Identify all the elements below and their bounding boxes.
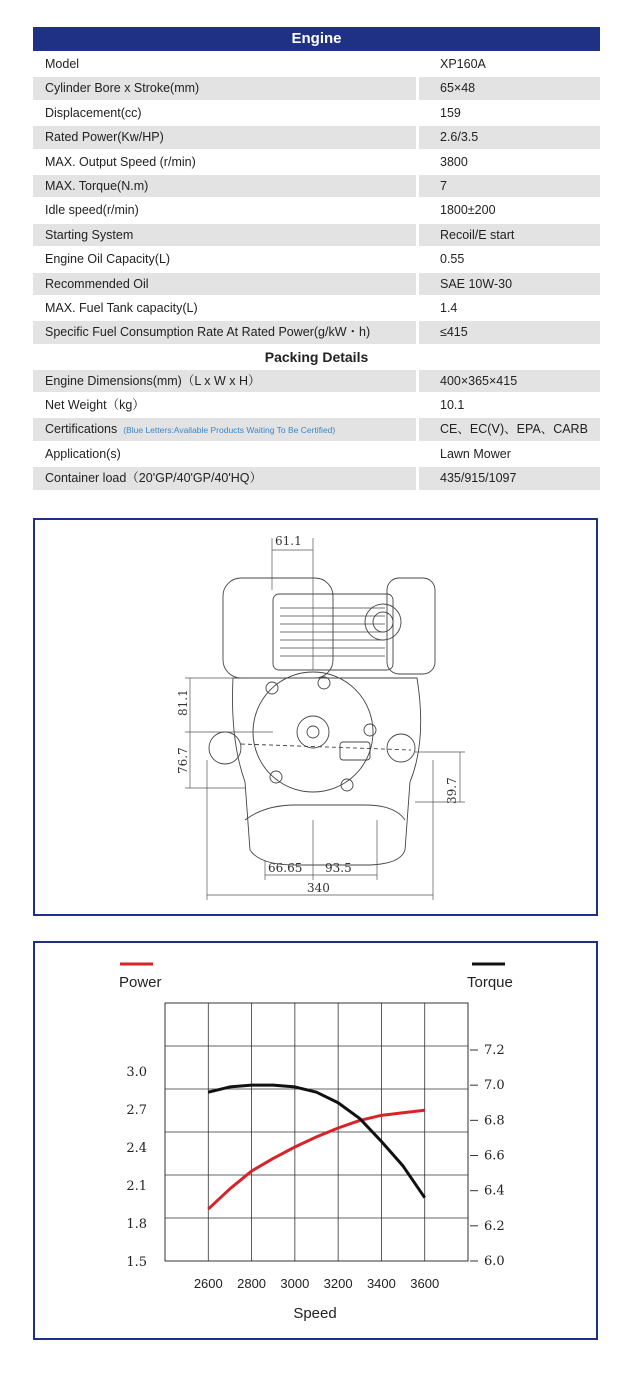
cooling-fins bbox=[280, 608, 385, 656]
performance-chart bbox=[35, 943, 595, 1337]
row-label: MAX. Torque(N.m) bbox=[33, 175, 416, 197]
row-label: Container load（20'GP/40'GP/40'HQ） bbox=[33, 467, 416, 489]
power-tick-label: 1.5 bbox=[126, 1255, 147, 1270]
power-tick-label: 3.0 bbox=[126, 1065, 147, 1080]
x-tick-label: 3200 bbox=[323, 1276, 353, 1291]
engine-shroud-left bbox=[223, 578, 333, 678]
row-value: 2.6/3.5 bbox=[419, 126, 600, 148]
power-curve bbox=[208, 1110, 424, 1209]
row-label: MAX. Fuel Tank capacity(L) bbox=[33, 297, 416, 319]
power-tick-label: 1.8 bbox=[126, 1217, 147, 1232]
table-row bbox=[33, 443, 600, 465]
chart-series bbox=[208, 1085, 424, 1209]
row-label: Net Weight（kg） bbox=[33, 394, 416, 416]
torque-tick-label: 6.2 bbox=[484, 1218, 505, 1234]
power-tick-label: 2.7 bbox=[126, 1103, 147, 1118]
row-label: Application(s) bbox=[33, 443, 416, 465]
air-filter bbox=[365, 604, 401, 640]
dimension-lines bbox=[185, 538, 465, 900]
engine-header: Engine bbox=[33, 27, 600, 51]
row-value: 10.1 bbox=[419, 394, 600, 416]
row-value: 435/915/1097 bbox=[419, 467, 600, 489]
power-tick-label: 2.1 bbox=[126, 1179, 147, 1194]
torque-axis-label: Torque bbox=[467, 974, 513, 991]
row-label: Cylinder Bore x Stroke(mm) bbox=[33, 77, 416, 99]
table-row bbox=[33, 394, 600, 416]
dim-bottom-a: 66.65 bbox=[268, 861, 303, 875]
row-label: Model bbox=[33, 53, 416, 75]
table-row bbox=[33, 370, 600, 392]
crankshaft bbox=[297, 716, 329, 748]
table-row bbox=[33, 175, 600, 197]
power-tick-label: 2.4 bbox=[126, 1141, 147, 1156]
x-tick-label: 3600 bbox=[410, 1276, 440, 1291]
table-row bbox=[33, 224, 600, 246]
row-label: Engine Oil Capacity(L) bbox=[33, 248, 416, 270]
row-value: CE、EC(Ⅴ)、EPA、CARB bbox=[419, 418, 600, 440]
row-value: 3800 bbox=[419, 151, 600, 173]
row-value: SAE 10W-30 bbox=[419, 273, 600, 295]
row-value: 0.55 bbox=[419, 248, 600, 270]
table-row bbox=[33, 297, 600, 319]
row-value: 1.4 bbox=[419, 297, 600, 319]
row-value: 65×48 bbox=[419, 77, 600, 99]
spec-table bbox=[33, 27, 600, 490]
row-label: MAX. Output Speed (r/min) bbox=[33, 151, 416, 173]
row-value: 159 bbox=[419, 102, 600, 124]
torque-tick-label: 6.6 bbox=[484, 1148, 505, 1164]
mount-boss-right bbox=[387, 734, 415, 762]
row-label bbox=[33, 418, 416, 440]
dim-bottom-b: 93.5 bbox=[325, 861, 352, 875]
dim-right: 39.7 bbox=[445, 777, 459, 804]
table-row bbox=[33, 418, 600, 440]
table-row bbox=[33, 151, 600, 173]
row-label: Idle speed(r/min) bbox=[33, 199, 416, 221]
row-value: Recoil/E start bbox=[419, 224, 600, 246]
row-label: Displacement(cc) bbox=[33, 102, 416, 124]
row-value: 1800±200 bbox=[419, 199, 600, 221]
engine-shroud-right bbox=[387, 578, 435, 674]
table-row bbox=[33, 467, 600, 489]
row-value: 400×365×415 bbox=[419, 370, 600, 392]
dim-left-upper: 81.1 bbox=[176, 689, 190, 716]
chart-ticks bbox=[126, 1043, 504, 1291]
table-row bbox=[33, 102, 600, 124]
torque-tick-label: 7.0 bbox=[484, 1078, 505, 1094]
engine-drawing-panel bbox=[33, 518, 598, 916]
certifications-note: (Blue Letters:Available Products Waiting To Be Certified) bbox=[123, 425, 336, 436]
table-row bbox=[33, 248, 600, 270]
power-axis-label: Power bbox=[119, 974, 162, 991]
row-value: ≤415 bbox=[419, 321, 600, 343]
row-label: Rated Power(Kw/HP) bbox=[33, 126, 416, 148]
row-value: XP160A bbox=[419, 53, 600, 75]
x-axis-label: Speed bbox=[293, 1305, 337, 1322]
dim-left-lower: 76.7 bbox=[176, 747, 190, 774]
torque-tick-label: 6.0 bbox=[484, 1254, 505, 1269]
table-row bbox=[33, 273, 600, 295]
oil-fill-cap bbox=[340, 742, 370, 760]
row-label: Specific Fuel Consumption Rate At Rated Power(g/kW・h) bbox=[33, 321, 416, 343]
x-tick-label: 3400 bbox=[366, 1276, 396, 1291]
table-row bbox=[33, 77, 600, 99]
x-tick-label: 2600 bbox=[193, 1276, 223, 1291]
chart-grid bbox=[165, 1003, 468, 1261]
packing-header: Packing Details bbox=[264, 348, 369, 365]
table-row bbox=[33, 321, 600, 343]
row-value: 7 bbox=[419, 175, 600, 197]
torque-tick-label: 6.8 bbox=[484, 1113, 505, 1129]
dim-bottom-total: 340 bbox=[307, 881, 330, 895]
performance-chart-panel bbox=[33, 941, 598, 1340]
table-row bbox=[33, 199, 600, 221]
x-tick-label: 3000 bbox=[280, 1276, 310, 1291]
row-label: Engine Dimensions(mm)（L x W x H） bbox=[33, 370, 416, 392]
x-tick-label: 2800 bbox=[237, 1276, 267, 1291]
dim-top: 61.1 bbox=[275, 534, 302, 548]
engine-drawing bbox=[35, 520, 595, 913]
torque-tick-label: 6.4 bbox=[484, 1183, 505, 1199]
torque-tick-label: 7.2 bbox=[484, 1043, 505, 1058]
certifications-label: Certifications bbox=[45, 422, 118, 437]
table-row bbox=[33, 53, 600, 75]
table-row bbox=[33, 126, 600, 148]
row-label: Recommended Oil bbox=[33, 273, 416, 295]
row-label: Starting System bbox=[33, 224, 416, 246]
crankcase-outline bbox=[233, 678, 421, 865]
row-value: Lawn Mower bbox=[419, 443, 600, 465]
